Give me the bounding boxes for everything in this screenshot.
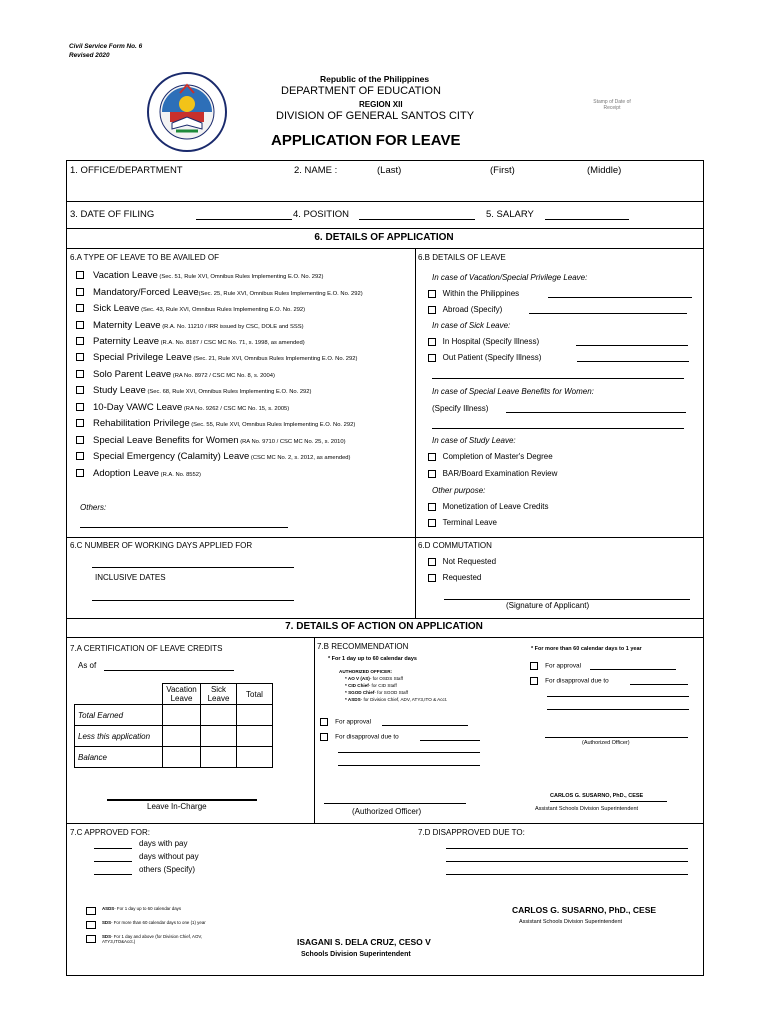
leave-type-reference: (Sec. 21, Rule XVI, Omnibus Rules Implementing E.O. No. 292) [191,356,358,362]
terminal-leave-option[interactable]: Terminal Leave [428,518,497,527]
leave-type-option[interactable] [76,435,346,446]
leave-type-name: Paternity Leave [93,336,160,347]
out-patient-checkbox[interactable] [428,354,436,362]
credits-cell[interactable] [201,726,237,747]
name-label: 2. NAME : [294,165,338,176]
left-disapproval-option[interactable]: For disapproval due to [320,733,399,741]
credits-header-blank [75,684,163,705]
study-caption: In case of Study Leave: [432,436,516,445]
masters-checkbox[interactable] [428,453,436,461]
authorized-officer-scope: - for CID Staff [368,683,397,688]
as-of-label: As of [78,661,97,670]
leave-type-name: Sick Leave [93,303,140,314]
others-field[interactable] [80,527,288,528]
credits-cell[interactable] [201,747,237,768]
approver-key: ASDS [102,906,115,911]
date-filing-field[interactable] [196,219,292,220]
credits-row-label: Less this application [75,726,163,747]
leave-type-checkbox[interactable] [76,288,84,296]
authorized-officer-key: * ASDS [345,697,361,702]
authorized-officer-scope: - for Division Chief, ADV, ATY3,ITO & Acct. [360,697,448,702]
leave-type-option[interactable] [76,336,305,347]
approver-scope: - For 1 day up to 60 calendar days [114,906,182,911]
other-purpose-caption: Other purpose: [432,486,486,495]
credits-cell[interactable] [163,747,201,768]
not-requested-checkbox[interactable] [428,558,436,566]
sick-caption: In case of Sick Leave: [432,321,511,330]
recommendation-note-left: * For 1 day up to 60 calendar days [328,656,417,662]
working-days-field[interactable] [92,567,294,568]
leave-type-name: 10-Day VAWC Leave [93,402,183,413]
name-first-label: (First) [490,165,515,176]
applicant-signature-line[interactable] [444,599,690,600]
left-disapproval-checkbox[interactable] [320,733,328,741]
abroad-checkbox[interactable] [428,306,436,314]
header-republic: Republic of the Philippines [320,74,430,84]
right-authorized-signature-line[interactable] [545,737,688,738]
form-revision: Revised 2020 [69,52,110,59]
leave-type-name: Mandatory/Forced Leave [93,287,199,298]
requested-option[interactable]: Requested [428,573,481,582]
leave-in-charge-signature-line[interactable] [107,799,257,801]
abroad-option[interactable]: Abroad (Specify) [428,305,502,314]
authorized-officer-scope: - for SGOD Staff [374,690,408,695]
authorized-officer-item [345,697,447,702]
leave-type-checkbox[interactable] [76,469,84,477]
authorized-officer-key: * AO V (AS) [345,676,370,681]
approver-key: SDS [102,920,112,925]
terminal-leave-checkbox[interactable] [428,519,436,527]
credits-cell[interactable] [237,726,273,747]
credits-header-vacation: Vacation Leave [163,684,201,705]
specify-illness-label: (Specify Illness) [432,404,489,413]
authorized-officer-item [345,683,397,688]
not-requested-option[interactable]: Not Requested [428,557,496,566]
days-with-pay-field[interactable] [94,848,132,849]
leave-type-option[interactable] [76,352,357,363]
bar-review-checkbox[interactable] [428,470,436,478]
approver-item [102,906,232,911]
leave-in-charge-label: Leave In-Charge [147,802,207,811]
authorized-officer-signature-line[interactable] [324,803,466,804]
form-number: Civil Service Form No. 6 [69,43,143,50]
out-patient-option[interactable]: Out Patient (Specify Illness) [428,353,541,362]
leave-type-checkbox[interactable] [76,419,84,427]
office-label: 1. OFFICE/DEPARTMENT [70,165,183,176]
section6a-title: 6.A TYPE OF LEAVE TO BE AVAILED OF [70,253,219,262]
leave-type-reference: (Sec. 43, Rule XVI, Omnibus Rules Implementing E.O. No. 292) [139,307,306,313]
asds-title-top: Assistant Schools Division Superintendent [535,806,639,812]
in-hospital-option[interactable]: In Hospital (Specify Illness) [428,337,539,346]
leave-type-name: Special Emergency (Calamity) Leave [93,451,250,462]
authorized-officer-caption: AUTHORIZED OFFICER: [339,669,393,674]
approver-scope: - For 1 day and above (for Division Chief, AOV, ATY3,ITO&Acct.) [102,934,203,944]
leave-type-option[interactable] [76,303,305,314]
authorized-officer-key: * SGOD Chief [345,690,375,695]
leave-type-option[interactable] [76,369,275,380]
credits-cell[interactable] [163,726,201,747]
leave-type-option[interactable] [76,418,355,429]
within-ph-option[interactable]: Within the Philippines [428,289,519,298]
leave-type-checkbox[interactable] [76,370,84,378]
leave-type-checkbox[interactable] [76,321,84,329]
others-specify-field[interactable] [94,874,132,875]
deped-seal-icon [146,71,228,153]
leave-type-checkbox[interactable] [76,353,84,361]
leave-type-checkbox[interactable] [76,436,84,444]
header-region: REGION XII [359,100,403,109]
leave-type-name: Rehabilitation Privilege [93,418,190,429]
section7-title: 7. DETAILS OF ACTION ON APPLICATION [285,621,483,632]
leave-type-checkbox[interactable] [76,403,84,411]
days-without-pay-field[interactable] [94,861,132,862]
section7b-title: 7.B RECOMMENDATION [317,642,409,651]
page-title: APPLICATION FOR LEAVE [271,132,461,149]
authorized-officer-key: * CID Chief [345,683,369,688]
sds-name: ISAGANI S. DELA CRUZ, CESO V [297,937,431,947]
days-with-pay-label: days with pay [139,839,188,848]
leave-type-reference: (Sec. 25, Rule XVI, Omnibus Rules Implementing E.O. No. 292) [198,291,363,297]
approver-checkbox[interactable] [86,921,96,929]
leave-type-name: Special Leave Benefits for Women [93,435,239,446]
leave-type-reference: (R.A. No. 8552) [159,472,201,478]
within-ph-checkbox[interactable] [428,290,436,298]
leave-type-reference: (RA No. 8972 / CSC MC No. 8, s. 2004) [171,373,275,379]
leave-type-name: Special Privilege Leave [93,352,192,363]
leave-type-reference: (Sec. 55, Rule XVI, Omnibus Rules Implementing E.O. No. 292) [189,422,356,428]
leave-type-name: Maternity Leave [93,320,161,331]
authorized-officer-item [345,676,403,681]
approver-checkbox[interactable] [86,935,96,943]
approver-checkbox[interactable] [86,907,96,915]
bar-review-option[interactable]: BAR/Board Examination Review [428,469,557,478]
leave-type-option[interactable] [76,287,363,298]
header-department: DEPARTMENT OF EDUCATION [281,85,441,97]
leave-type-option[interactable] [76,451,350,462]
section7d-title: 7.D DISAPPROVED DUE TO: [418,828,525,837]
left-approval-option[interactable]: For approval [320,718,371,726]
credits-cell[interactable] [237,747,273,768]
others-label: Others: [80,503,107,512]
right-approval-checkbox[interactable] [530,662,538,670]
leave-type-name: Adoption Leave [93,468,160,479]
authorized-officer-item [345,690,408,695]
right-authorized-officer-label: (Authorized Officer) [582,740,630,746]
salary-field[interactable] [545,219,629,220]
right-disapproval-checkbox[interactable] [530,677,538,685]
stamp-receipt-label: Stamp of Date of Receipt [593,99,631,111]
asds-name-top: CARLOS G. SUSARNO, PhD., CESE [550,793,644,799]
leave-type-option[interactable] [76,320,304,331]
leave-type-name: Solo Parent Leave [93,369,172,380]
monetization-option[interactable]: Monetization of Leave Credits [428,502,549,511]
salary-label: 5. SALARY [486,209,534,220]
leave-type-option[interactable] [76,270,323,281]
credits-row-label: Balance [75,747,163,768]
leave-type-name: Study Leave [93,385,146,396]
asds-name-bottom: CARLOS G. SUSARNO, PhD., CESE [512,905,657,915]
monetization-checkbox[interactable] [428,503,436,511]
credits-cell[interactable] [201,705,237,726]
credits-row-label: Total Earned [75,705,163,726]
in-hospital-checkbox[interactable] [428,338,436,346]
as-of-field[interactable] [104,670,234,671]
inclusive-dates-label: INCLUSIVE DATES [95,573,166,582]
leave-type-reference: (R.A. No. 11210 / IRR issued by CSC, DOLE and SSS) [160,324,304,330]
section7c-title: 7.C APPROVED FOR: [70,828,151,837]
requested-checkbox[interactable] [428,574,436,582]
leave-type-reference: (CSC MC No. 2, s. 2012, as amended) [249,455,351,461]
position-field[interactable] [359,219,475,220]
leave-type-option[interactable] [76,385,311,396]
leave-type-reference: (R.A. No. 8187 / CSC MC No. 71, s. 1998, as amended) [159,340,305,346]
credits-cell[interactable] [163,705,201,726]
name-last-label: (Last) [377,165,402,176]
leave-type-checkbox[interactable] [76,271,84,279]
approver-scope: - For more than 60 calendar days to one (1) year [111,920,206,925]
section6-title: 6. DETAILS OF APPLICATION [314,232,454,243]
approver-item [102,920,232,925]
date-filing-label: 3. DATE OF FILING [70,209,155,220]
leave-type-reference: (RA No. 9262 / CSC MC No. 15, s. 2005) [182,406,290,412]
authorized-officer-label: (Authorized Officer) [352,807,422,816]
right-disapproval-option[interactable]: For disapproval due to [530,677,609,685]
asds-title-bottom: Assistant Schools Division Superintendent [519,919,623,925]
leave-type-name: Vacation Leave [93,270,158,281]
name-middle-label: (Middle) [587,165,622,176]
left-approval-checkbox[interactable] [320,718,328,726]
leave-type-reference: (Sec. 51, Rule XVI, Omnibus Rules Implementing E.O. No. 292) [157,274,324,280]
section6b-title: 6.B DETAILS OF LEAVE [418,253,506,262]
leave-type-checkbox[interactable] [76,452,84,460]
header-division: DIVISION OF GENERAL SANTOS CITY [276,110,475,122]
credits-header-sick: Sick Leave [201,684,237,705]
leave-type-reference: (Sec. 68, Rule XVI, Omnibus Rules Implementing E.O. No. 292) [145,389,312,395]
applicant-signature-label: (Signature of Applicant) [506,601,590,610]
approver-item [102,934,232,944]
section6d-title: 6.D COMMUTATION [418,541,492,550]
leave-credits-table [74,683,273,768]
leave-type-checkbox[interactable] [76,304,84,312]
leave-type-option[interactable] [76,402,289,413]
leave-type-checkbox[interactable] [76,337,84,345]
leave-type-option[interactable] [76,468,201,479]
inclusive-dates-field[interactable] [92,600,294,601]
leave-type-reference: (RA No. 9710 / CSC MC No. 25, s. 2010) [238,439,346,445]
authorized-officer-scope: - for OSDS Staff [369,676,403,681]
credits-cell[interactable] [237,705,273,726]
position-label: 4. POSITION [293,209,349,220]
masters-option[interactable]: Completion of Master's Degree [428,452,553,461]
women-caption: In case of Special Leave Benefits for Women: [432,387,594,396]
section6c-title: 6.C NUMBER OF WORKING DAYS APPLIED FOR [70,541,253,550]
right-approval-option[interactable]: For approval [530,662,581,670]
section7a-title: 7.A CERTIFICATION OF LEAVE CREDITS [70,644,223,653]
recommendation-note-right: * For more than 60 calendar days to 1 year [531,646,642,652]
credits-header-total: Total [237,684,273,705]
sds-title: Schools Division Superintendent [301,951,411,958]
leave-type-checkbox[interactable] [76,386,84,394]
vacation-caption: In case of Vacation/Special Privilege Leave: [432,273,588,282]
approver-key: SDS [102,934,112,939]
others-specify-label: others (Specify) [139,865,196,874]
days-without-pay-label: days without pay [139,852,199,861]
